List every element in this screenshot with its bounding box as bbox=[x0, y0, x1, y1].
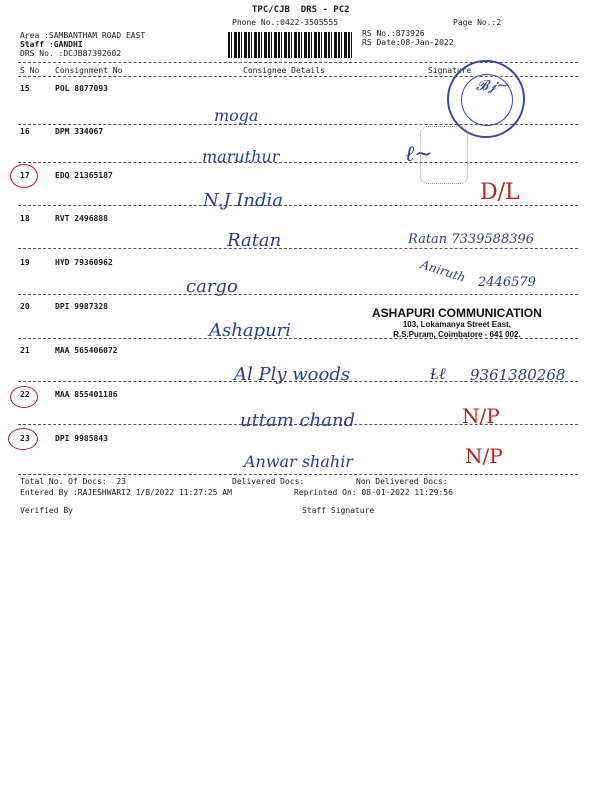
non-delivered-docs: Non Delivered Docs: bbox=[356, 477, 448, 486]
handwritten-consignee: Anwar shahir bbox=[244, 452, 353, 471]
handwritten-number: 2446579 bbox=[478, 275, 536, 290]
row-sno: 19 bbox=[20, 258, 30, 267]
row-sno: 17 bbox=[20, 171, 30, 180]
entered-by: Entered By :RAJESHWARI2 1/8/2022 11:27:25 AM bbox=[20, 488, 232, 497]
row-consignment: RVT 2496888 bbox=[55, 214, 108, 223]
handwritten-consignee: moga bbox=[214, 106, 259, 125]
page-number: Page No.:2 bbox=[453, 18, 502, 27]
row-consignment: DPI 9987328 bbox=[55, 302, 108, 311]
row-sno: 18 bbox=[20, 214, 30, 223]
col-consignee: Consignee Details bbox=[243, 66, 325, 75]
row-sno: 23 bbox=[20, 434, 30, 443]
handwritten-status: N/P bbox=[462, 404, 500, 428]
red-circle-mark bbox=[8, 428, 38, 450]
row-sno: 21 bbox=[20, 346, 30, 355]
rs-number: RS No.:873926 bbox=[362, 29, 425, 38]
handwritten-consignee: Ashapuri bbox=[209, 320, 292, 341]
stamp-address-line1: 103, Lokamanya Street East, bbox=[402, 320, 511, 329]
handwritten-number: 9361380268 bbox=[470, 366, 566, 384]
stamp-address-line2: R.S.Puram, Coimbatore - 641 002. bbox=[393, 330, 521, 339]
staff-signature-label: Staff Signature bbox=[302, 506, 375, 515]
stamp-company: ASHAPURI COMMUNICATION bbox=[372, 306, 542, 320]
col-consignment: Consignment No bbox=[55, 66, 123, 75]
phone-number: Phone No.:0422-3505555 bbox=[232, 18, 338, 27]
handwritten-status: D/L bbox=[480, 180, 520, 205]
handwritten-consignee: uttam chand bbox=[240, 410, 356, 431]
red-circle-mark bbox=[10, 164, 38, 188]
handwritten-status: N/P bbox=[465, 444, 503, 468]
row-consignment: MAA 565406072 bbox=[55, 346, 118, 355]
barcode bbox=[228, 32, 354, 58]
faded-date-stamp bbox=[420, 126, 468, 184]
row-sno: 16 bbox=[20, 127, 30, 136]
row-consignment: MAA 855401186 bbox=[55, 390, 118, 399]
handwritten-signature: Aniruth bbox=[418, 257, 468, 285]
handwritten-consignee: N.J India bbox=[203, 190, 283, 211]
total-docs: Total No. Of Docs: 23 bbox=[20, 477, 126, 486]
row-consignment: DPM 334067 bbox=[55, 127, 104, 136]
handwritten-consignee: cargo bbox=[186, 276, 238, 297]
handwritten-consignee: maruthur bbox=[202, 147, 280, 166]
drs-number: DRS No. :DCJB87392602 bbox=[20, 49, 122, 58]
signature-scribble: 𝓑𝓳~ bbox=[476, 78, 509, 94]
row-sno: 15 bbox=[20, 84, 30, 93]
red-circle-mark bbox=[10, 386, 38, 408]
signature-scribble: Ɫℓ bbox=[430, 364, 446, 383]
document-title: TPC/CJB DRS - PC2 bbox=[252, 5, 350, 15]
row-consignment: POL 8077093 bbox=[55, 84, 108, 93]
row-consignment: HYD 79360962 bbox=[55, 258, 113, 267]
verified-by: Verified By bbox=[20, 506, 73, 515]
divider bbox=[18, 474, 578, 475]
divider bbox=[18, 294, 578, 295]
row-sno: 22 bbox=[20, 390, 30, 399]
handwritten-consignee: Ratan bbox=[227, 230, 282, 251]
divider bbox=[18, 248, 578, 249]
row-sno: 20 bbox=[20, 302, 30, 311]
delivered-docs: Delivered Docs: bbox=[232, 477, 305, 486]
company-stamp bbox=[372, 306, 542, 340]
area-label: Area :SAMBANTHAM ROAD EAST bbox=[20, 31, 146, 40]
divider bbox=[18, 162, 578, 163]
staff-label: Staff :GANDHI bbox=[20, 40, 83, 49]
row-consignment: DPI 9985843 bbox=[55, 434, 108, 443]
signature-scribble: ℓ~ bbox=[405, 142, 433, 167]
divider bbox=[18, 205, 578, 206]
reprinted-on: Reprinted On: 08-01-2022 11:29:56 bbox=[294, 488, 453, 497]
rs-date: RS Date:08-Jan-2022 bbox=[362, 38, 454, 47]
handwritten-signature: Ratan 7339588396 bbox=[408, 232, 535, 247]
handwritten-consignee: Al Ply woods bbox=[234, 364, 351, 385]
col-sno: S No bbox=[20, 66, 40, 75]
row-consignment: EDQ 21365187 bbox=[55, 171, 113, 180]
col-signature: Signature bbox=[428, 66, 472, 75]
